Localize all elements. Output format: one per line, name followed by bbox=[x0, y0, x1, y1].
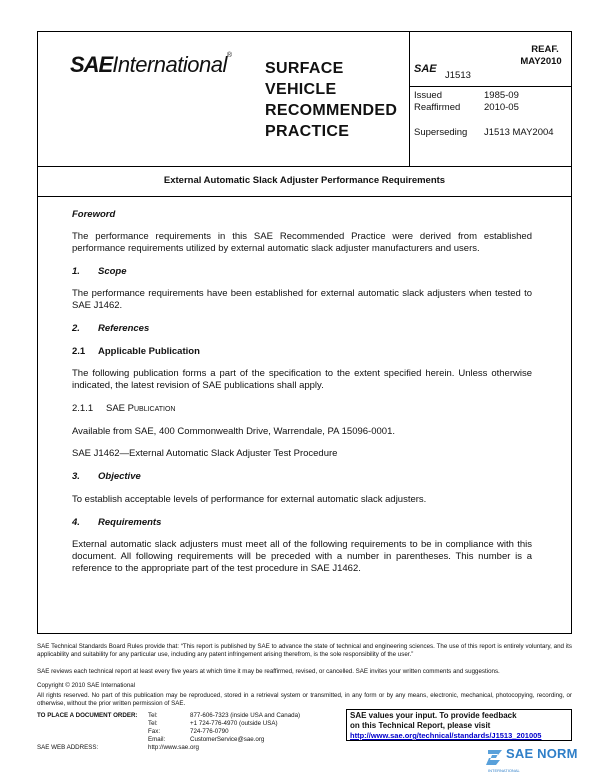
section-2-1-1-title: SAE Publication bbox=[106, 403, 176, 414]
issued-label: Issued bbox=[414, 90, 442, 101]
section-3-text: To establish acceptable levels of performance for external automatic slack adjusters. bbox=[72, 494, 427, 505]
issued-divider bbox=[409, 86, 572, 87]
sae-norm-watermark bbox=[486, 746, 586, 774]
small-sae-logo: SAE bbox=[414, 63, 437, 75]
section-2-1-number: 2.1 bbox=[72, 346, 86, 357]
document-title: External Automatic Slack Adjuster Performance Requirements bbox=[163, 175, 446, 186]
sae-international-logo: SAEInternational® bbox=[70, 52, 233, 77]
section-2-1-1-text: Available from SAE, 400 Commonwealth Drive, Warrendale, PA 15096-0001. bbox=[72, 426, 395, 437]
status-date: MAY2010 bbox=[520, 56, 562, 67]
web-value[interactable]: http://www.sae.org bbox=[148, 744, 199, 751]
header-divider bbox=[37, 166, 572, 167]
tel-label: Tel: bbox=[148, 712, 158, 719]
title-divider bbox=[37, 196, 572, 197]
feedback-line-1: SAE values your input. To provide feedback bbox=[350, 711, 517, 720]
watermark-small-text: INTERNATIONAL bbox=[488, 768, 520, 773]
doc-type-line: PRACTICE bbox=[265, 123, 350, 140]
section-4-text: External automatic slack adjusters must meet all of the following requirements to be in compliance with this document. All following requirements will be preceded with a number in parentheses. This number is a reference to the appropriate part of the test procedure in SAE J1462. bbox=[72, 539, 532, 574]
status-reaf: REAF. bbox=[531, 44, 559, 55]
fax-value: 724-776-0790 bbox=[190, 728, 229, 735]
doc-number: J1513 bbox=[445, 70, 471, 81]
email-value[interactable]: CustomerService@sae.org bbox=[190, 736, 265, 743]
section-1-text: The performance requirements have been established for external automatic slack adjusters when tested to SAE J1462. bbox=[72, 288, 532, 311]
foreword-heading: Foreword bbox=[72, 209, 116, 220]
tel2-label: Tel: bbox=[148, 720, 158, 727]
section-2-1-1-number: 2.1.1 bbox=[72, 403, 94, 414]
footer-rules: SAE Technical Standards Board Rules provide that: “This report is published by SAE to advance the state of technical and engineering sciences. The use of this report is entirely voluntary, and its applicability and suitability for any particular use, including any patent infringement arising therefrom, is the sole responsibility of the user.” bbox=[37, 643, 572, 658]
logo-international-text: International bbox=[112, 52, 227, 77]
superseding-label: Superseding bbox=[414, 127, 468, 138]
section-4-title: Requirements bbox=[98, 517, 162, 528]
section-2-1-1-reference: SAE J1462—External Automatic Slack Adjuster Test Procedure bbox=[72, 448, 338, 459]
footer-review: SAE reviews each technical report at least every five years at which time it may be reaffirmed, revised, or cancelled. SAE invites your written comments and suggestions. bbox=[37, 668, 500, 675]
order-label: TO PLACE A DOCUMENT ORDER: bbox=[37, 712, 138, 719]
foreword-text: The performance requirements in this SAE Recommended Practice were derived from established performance requirements utilized by external automatic slack adjuster manufacturers and users. bbox=[72, 231, 532, 254]
watermark-icon bbox=[486, 746, 506, 768]
web-label: SAE WEB ADDRESS: bbox=[37, 744, 99, 751]
section-1-title: Scope bbox=[98, 266, 127, 277]
issued-value: 1985-09 bbox=[484, 90, 519, 101]
feedback-line-2: on this Technical Report, please visit bbox=[350, 721, 491, 730]
section-3-title: Objective bbox=[98, 471, 141, 482]
tel2-value: +1 724-776-4970 (outside USA) bbox=[190, 720, 278, 727]
section-3-number: 3. bbox=[72, 471, 80, 482]
section-1-number: 1. bbox=[72, 266, 80, 277]
footer-rights: All rights reserved. No part of this publication may be reproduced, stored in a retrieval system or transmitted, in any form or by any means, electronic, mechanical, photocopying, recording, or otherwise, without the prior written permission of SAE. bbox=[37, 692, 572, 707]
feedback-link[interactable]: http://www.sae.org/technical/standards/J1513_201005 bbox=[350, 731, 542, 740]
watermark-text: SAE NORM bbox=[506, 746, 578, 761]
reaffirmed-label: Reaffirmed bbox=[414, 102, 461, 113]
section-2-title: References bbox=[98, 323, 150, 334]
section-2-number: 2. bbox=[72, 323, 80, 334]
footer-copyright: Copyright © 2010 SAE International bbox=[37, 682, 136, 689]
section-2-1-title: Applicable Publication bbox=[98, 346, 200, 357]
section-4-number: 4. bbox=[72, 517, 80, 528]
doc-type-line: SURFACE bbox=[265, 60, 344, 77]
fax-label: Fax: bbox=[148, 728, 161, 735]
header-column-divider bbox=[409, 31, 410, 166]
doc-type-line: VEHICLE bbox=[265, 81, 337, 98]
tel-value: 877-606-7323 (inside USA and Canada) bbox=[190, 712, 301, 719]
superseding-value: J1513 MAY2004 bbox=[484, 127, 554, 138]
email-label: Email: bbox=[148, 736, 166, 743]
section-2-1-text: The following publication forms a part of the specification to the extent specified herein. Unless otherwise indicated, the latest revision of SAE publications shall apply. bbox=[72, 368, 532, 391]
doc-type-line: RECOMMENDED bbox=[265, 102, 398, 119]
logo-sae-text: SAE bbox=[70, 52, 113, 77]
document-type bbox=[265, 58, 397, 142]
status-block bbox=[520, 44, 570, 68]
reaffirmed-value: 2010-05 bbox=[484, 102, 519, 113]
